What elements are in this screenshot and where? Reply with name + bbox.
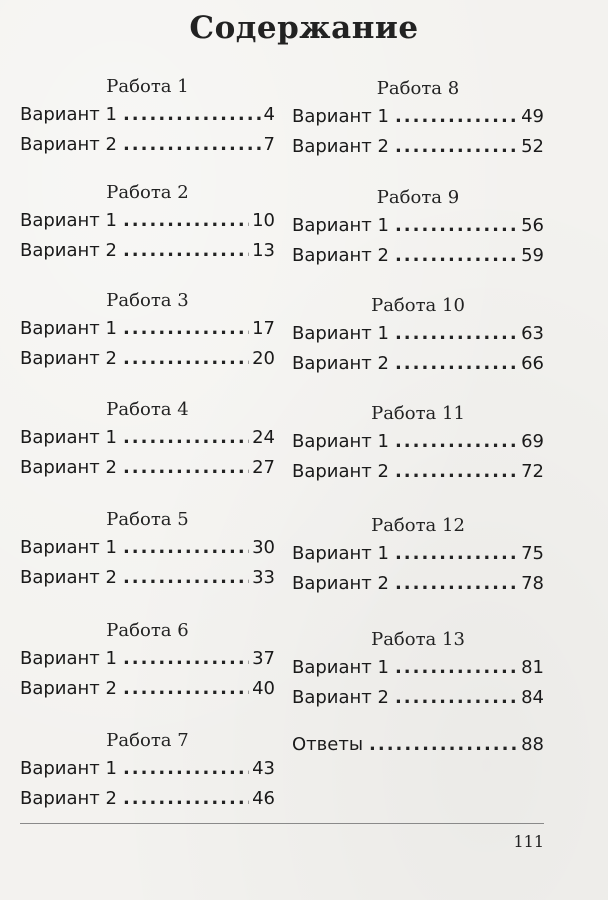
- section-heading: Работа 13: [371, 629, 465, 650]
- toc-entry: [292, 132, 544, 162]
- dot-leader: [123, 453, 249, 483]
- dot-leader: [395, 349, 518, 379]
- toc-section: [20, 507, 275, 593]
- dot-leader: [395, 683, 518, 713]
- toc-entry: [292, 427, 544, 457]
- entry-page: 63: [521, 323, 544, 344]
- toc-section: [20, 180, 275, 266]
- dot-leader: [395, 211, 518, 241]
- entry-page: 88: [521, 734, 544, 755]
- toc-entry: [20, 236, 275, 266]
- toc-entry: [20, 784, 275, 814]
- footer-rule: [20, 823, 544, 824]
- entry-page: 20: [252, 348, 275, 369]
- entry-label: Вариант 1: [292, 431, 389, 452]
- toc-section: [20, 74, 275, 160]
- dot-leader: [123, 236, 249, 266]
- toc-entry: [20, 206, 275, 236]
- entry-page: 49: [521, 106, 544, 127]
- toc-entry-answers: [292, 730, 544, 760]
- entry-page: 81: [521, 657, 544, 678]
- entry-page: 78: [521, 573, 544, 594]
- toc-section: [292, 293, 544, 379]
- dot-leader: [123, 563, 249, 593]
- dot-leader: [395, 539, 518, 569]
- entry-label: Вариант 1: [20, 104, 117, 125]
- entry-label: Вариант 1: [292, 657, 389, 678]
- entry-label: Вариант 2: [20, 567, 117, 588]
- entry-page: 46: [252, 788, 275, 809]
- toc-entry: [292, 211, 544, 241]
- entry-page: 27: [252, 457, 275, 478]
- section-heading: Работа 11: [371, 403, 465, 424]
- toc-entry: [292, 539, 544, 569]
- dot-leader: [395, 241, 518, 271]
- entry-label: Вариант 1: [20, 648, 117, 669]
- toc-entry: [20, 453, 275, 483]
- toc-entry: [20, 423, 275, 453]
- dot-leader: [123, 314, 249, 344]
- dot-leader: [123, 100, 261, 130]
- entry-label: Вариант 2: [20, 240, 117, 261]
- entry-page: 40: [252, 678, 275, 699]
- section-heading: Работа 12: [371, 515, 465, 536]
- page-number: 111: [513, 832, 544, 851]
- entry-page: 33: [252, 567, 275, 588]
- toc-entry: [292, 653, 544, 683]
- section-heading: Работа 6: [106, 620, 189, 641]
- entry-page: 72: [521, 461, 544, 482]
- entry-page: 4: [263, 104, 275, 125]
- entry-label: Вариант 2: [20, 788, 117, 809]
- toc-entry: [292, 683, 544, 713]
- toc-section: [292, 513, 544, 599]
- entry-label: Вариант 1: [20, 537, 117, 558]
- dot-leader: [123, 674, 249, 704]
- dot-leader: [123, 206, 249, 236]
- entry-label: Вариант 1: [20, 318, 117, 339]
- entry-label: Вариант 2: [20, 457, 117, 478]
- section-heading: Работа 5: [106, 509, 189, 530]
- toc-section: [20, 728, 275, 814]
- page-title: Содержание: [189, 10, 419, 46]
- dot-leader: [395, 653, 518, 683]
- entry-label: Вариант 1: [20, 210, 117, 231]
- toc-entry: [20, 533, 275, 563]
- entry-page: 10: [252, 210, 275, 231]
- section-heading: Работа 9: [376, 187, 460, 208]
- entry-label: Вариант 1: [20, 427, 117, 448]
- dot-leader: [395, 132, 518, 162]
- entry-page: 84: [521, 687, 544, 708]
- toc-entry: [20, 674, 275, 704]
- dot-leader: [369, 730, 518, 760]
- entry-label: Вариант 2: [292, 353, 389, 374]
- toc-section: [20, 288, 275, 374]
- toc-section: [292, 627, 544, 713]
- toc-entry: [292, 569, 544, 599]
- dot-leader: [123, 754, 249, 784]
- entry-label: Вариант 2: [20, 134, 117, 155]
- section-heading: Работа 4: [106, 399, 189, 420]
- entry-label: Вариант 1: [292, 215, 389, 236]
- section-heading: Работа 10: [371, 295, 465, 316]
- dot-leader: [123, 533, 249, 563]
- entry-label: Вариант 2: [292, 573, 389, 594]
- dot-leader: [395, 457, 518, 487]
- toc-entry: [20, 563, 275, 593]
- toc-section: [292, 76, 544, 162]
- entry-page: 17: [252, 318, 275, 339]
- toc-entry: [292, 349, 544, 379]
- toc-entry: [20, 100, 275, 130]
- toc-entry: [20, 130, 275, 160]
- toc-section: [20, 397, 275, 483]
- entry-page: 59: [521, 245, 544, 266]
- entry-page: 69: [521, 431, 544, 452]
- dot-leader: [395, 102, 518, 132]
- entry-label: Вариант 2: [292, 136, 389, 157]
- toc-entry: [292, 319, 544, 349]
- entry-page: 30: [252, 537, 275, 558]
- toc-entry: [292, 102, 544, 132]
- entry-page: 66: [521, 353, 544, 374]
- dot-leader: [395, 569, 518, 599]
- section-heading: Работа 2: [106, 182, 189, 203]
- entry-label: Вариант 1: [292, 543, 389, 564]
- entry-label: Вариант 1: [20, 758, 117, 779]
- entry-label: Вариант 2: [20, 678, 117, 699]
- toc-section: [292, 185, 544, 271]
- dot-leader: [395, 319, 518, 349]
- toc-entry: [292, 457, 544, 487]
- toc-answers-section: [292, 730, 544, 760]
- entry-page: 75: [521, 543, 544, 564]
- section-heading: Работа 8: [376, 78, 460, 99]
- section-heading: Работа 7: [106, 730, 189, 751]
- entry-label: Вариант 2: [20, 348, 117, 369]
- dot-leader: [123, 644, 249, 674]
- toc-section: [20, 618, 275, 704]
- section-heading: Работа 1: [106, 76, 189, 97]
- toc-entry: [20, 644, 275, 674]
- dot-leader: [123, 784, 249, 814]
- entry-label: Вариант 2: [292, 461, 389, 482]
- entry-page: 56: [521, 215, 544, 236]
- entry-label: Вариант 1: [292, 323, 389, 344]
- toc-entry: [20, 314, 275, 344]
- entry-page: 52: [521, 136, 544, 157]
- toc-entry: [20, 344, 275, 374]
- dot-leader: [395, 427, 518, 457]
- section-heading: Работа 3: [106, 290, 189, 311]
- entry-page: 37: [252, 648, 275, 669]
- entry-page: 24: [252, 427, 275, 448]
- dot-leader: [123, 130, 261, 160]
- entry-page: 13: [252, 240, 275, 261]
- entry-label: Ответы: [292, 734, 364, 755]
- entry-page: 7: [263, 134, 275, 155]
- entry-label: Вариант 1: [292, 106, 389, 127]
- dot-leader: [123, 423, 249, 453]
- entry-label: Вариант 2: [292, 245, 389, 266]
- dot-leader: [123, 344, 249, 374]
- toc-entry: [292, 241, 544, 271]
- toc-section: [292, 401, 544, 487]
- entry-label: Вариант 2: [292, 687, 389, 708]
- entry-page: 43: [252, 758, 275, 779]
- toc-entry: [20, 754, 275, 784]
